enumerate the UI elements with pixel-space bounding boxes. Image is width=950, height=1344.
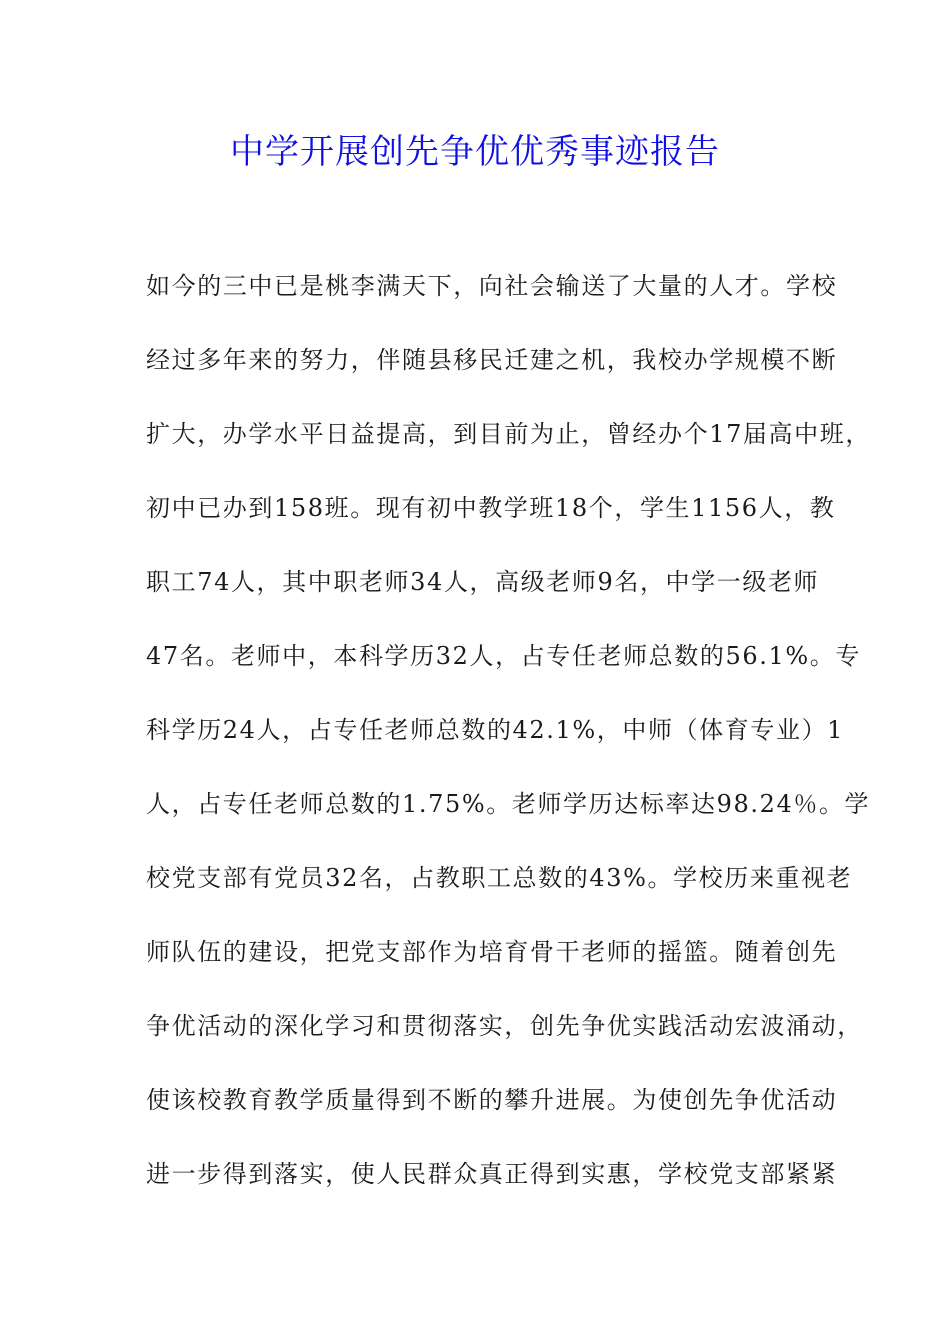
body-line: 校党支部有党员32名，占教职工总数的43%。学校历来重视老 bbox=[146, 864, 853, 892]
body-line: 47名。老师中，本科学历32人，占专任老师总数的56.1%。专 bbox=[146, 642, 861, 670]
body-line: 进一步得到落实，使人民群众真正得到实惠，学校党支部紧紧 bbox=[146, 1160, 838, 1188]
body-line: 职工74人，其中职老师34人，高级老师9名，中学一级老师 bbox=[146, 568, 820, 596]
body-line: 如今的三中已是桃李满天下，向社会输送了大量的人才。学校 bbox=[146, 272, 838, 300]
body-line: 经过多年来的努力，伴随县移民迁建之机，我校办学规模不断 bbox=[146, 346, 838, 374]
body-line: 师队伍的建设，把党支部作为培育骨干老师的摇篮。随着创先 bbox=[146, 938, 838, 966]
body-line: 扩大，办学水平日益提高，到目前为止，曾经办个17届高中班， bbox=[146, 420, 871, 448]
body-line: 使该校教育教学质量得到不断的攀升进展。为使创先争优活动 bbox=[146, 1086, 838, 1114]
body-line: 科学历24人，占专任老师总数的42.1%，中师（体育专业）1 bbox=[146, 716, 845, 744]
body-line: 人，占专任老师总数的1.75%。老师学历达标率达98.24％。学 bbox=[146, 790, 871, 818]
body-line: 争优活动的深化学习和贯彻落实，创先争优实践活动宏波涌动， bbox=[146, 1012, 863, 1040]
document-body bbox=[146, 262, 871, 1224]
document-title: 中学开展创先争优优秀事迹报告 bbox=[230, 132, 720, 172]
body-line: 初中已办到158班。现有初中教学班18个，学生1156人，教 bbox=[146, 494, 836, 522]
